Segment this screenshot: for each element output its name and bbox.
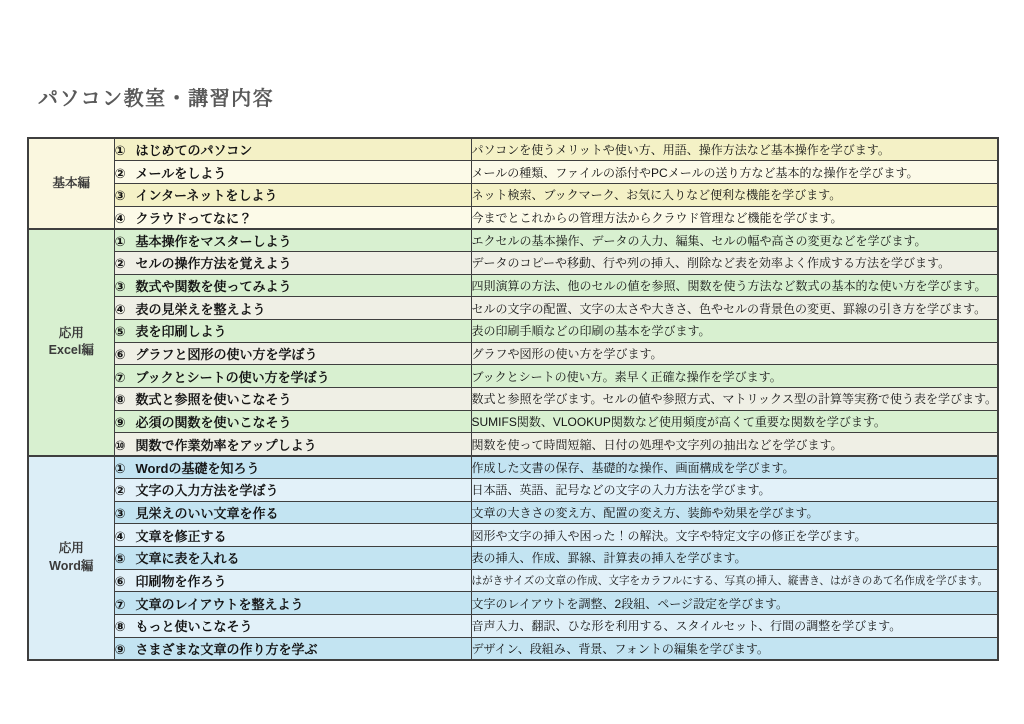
- course-table-body: [28, 138, 998, 660]
- topic-text: 数式と参照を使いこなそう: [135, 392, 292, 408]
- page-title: パソコン教室・講習内容: [38, 88, 275, 110]
- course-row: [28, 433, 998, 456]
- section-label-basic: [28, 138, 114, 229]
- topic-number: ⑤: [114, 324, 126, 340]
- description-cell: メールの種類、ファイルの添付やPCメールの送り方など基本的な操作を学びます。: [471, 161, 998, 184]
- topic-number: ②: [114, 483, 126, 499]
- topic-text: 表の見栄えを整えよう: [135, 301, 266, 317]
- topic-number: ⑨: [114, 641, 126, 657]
- course-row: [28, 410, 998, 433]
- topic-number: ①: [114, 460, 126, 476]
- description-cell: デザイン、段組み、背景、フォントの編集を学びます。: [471, 637, 998, 660]
- topic-number: ⑧: [114, 619, 126, 635]
- course-row: [28, 365, 998, 388]
- course-row: [28, 456, 998, 479]
- description-cell: 今までとこれからの管理方法からクラウド管理など機能を学びます。: [471, 206, 998, 229]
- topic-cell: [114, 297, 471, 320]
- section-label-line: 応用: [58, 541, 84, 556]
- course-row: [28, 478, 998, 501]
- course-row: [28, 320, 998, 343]
- topic-text: クラウドってなに？: [135, 210, 252, 226]
- course-row: [28, 274, 998, 297]
- description-cell: SUMIFS関数、VLOOKUP関数など使用頻度が高くて重要な関数を学びます。: [471, 410, 998, 433]
- section-label-excel: [28, 229, 114, 456]
- topic-number: ①: [114, 233, 126, 249]
- topic-text: インターネットをしよう: [135, 188, 278, 204]
- topic-text: セルの操作方法を覚えよう: [135, 256, 292, 272]
- topic-text: 見栄えのいい文章を作る: [135, 505, 279, 521]
- topic-cell: [114, 546, 471, 569]
- description-cell: 表の挿入、作成、罫線、計算表の挿入を学びます。: [471, 546, 998, 569]
- topic-cell: [114, 410, 471, 433]
- course-row: [28, 637, 998, 660]
- topic-cell: [114, 433, 471, 456]
- description-cell: はがきサイズの文章の作成、文字をカラフルにする、写真の挿入、縦書き、はがきのあて名作成を学びます。: [471, 569, 998, 592]
- topic-cell: [114, 614, 471, 637]
- description-cell: ネット検索、ブックマーク、お気に入りなど便利な機能を学びます。: [471, 183, 998, 206]
- description-cell: 表の印刷手順などの印刷の基本を学びます。: [471, 320, 998, 343]
- description-cell: 音声入力、翻訳、ひな形を利用する、スタイルセット、行間の調整を学びます。: [471, 614, 998, 637]
- topic-number: ③: [114, 505, 126, 521]
- description-cell: 関数を使って時間短縮、日付の処理や文字列の抽出などを学びます。: [471, 433, 998, 456]
- section-label-line: 基本編: [52, 175, 90, 190]
- topic-number: ⑨: [114, 415, 126, 431]
- topic-number: ⑥: [114, 347, 126, 363]
- topic-text: はじめてのパソコン: [135, 143, 253, 159]
- course-row: [28, 614, 998, 637]
- topic-number: ②: [114, 165, 126, 181]
- topic-text: 表を印刷しよう: [135, 324, 227, 340]
- topic-number: ③: [114, 278, 126, 294]
- course-row: [28, 161, 998, 184]
- course-row: [28, 183, 998, 206]
- topic-number: ④: [114, 528, 126, 544]
- topic-text: さまざまな文章の作り方を学ぶ: [135, 641, 318, 657]
- topic-cell: [114, 342, 471, 365]
- course-row: [28, 388, 998, 411]
- course-row: [28, 251, 998, 274]
- topic-text: 文章のレイアウトを整えよう: [135, 596, 304, 612]
- description-cell: グラフや図形の使い方を学びます。: [471, 342, 998, 365]
- description-cell: 日本語、英語、記号などの文字の入力方法を学びます。: [471, 478, 998, 501]
- course-row: [28, 546, 998, 569]
- topic-cell: [114, 183, 471, 206]
- description-cell: ブックとシートの使い方。素早く正確な操作を学びます。: [471, 365, 998, 388]
- topic-cell: [114, 138, 471, 161]
- topic-cell: [114, 251, 471, 274]
- topic-cell: [114, 388, 471, 411]
- topic-number: ④: [114, 301, 126, 317]
- topic-text: Wordの基礎を知ろう: [135, 460, 260, 476]
- description-cell: 数式と参照を学びます。セルの値や参照方式、マトリックス型の計算等実務で使う表を学びます。: [471, 388, 998, 411]
- description-cell: 作成した文書の保存、基礎的な操作、画面構成を学びます。: [471, 456, 998, 479]
- topic-text: 数式や関数を使ってみよう: [135, 278, 292, 294]
- topic-number: ⑦: [114, 596, 126, 612]
- course-row: [28, 524, 998, 547]
- topic-text: 基本操作をマスターしよう: [135, 233, 292, 249]
- topic-cell: [114, 478, 471, 501]
- topic-number: ②: [114, 256, 126, 272]
- topic-cell: [114, 501, 471, 524]
- topic-cell: [114, 161, 471, 184]
- topic-text: 関数で作業効率をアップしよう: [135, 437, 317, 453]
- section-label-line: 応用: [58, 325, 84, 340]
- topic-cell: [114, 592, 471, 615]
- topic-cell: [114, 365, 471, 388]
- topic-number: ④: [114, 210, 126, 226]
- section-label-line: Excel編: [48, 343, 94, 358]
- topic-cell: [114, 637, 471, 660]
- topic-text: 必須の関数を使いこなそう: [135, 415, 292, 431]
- course-row: [28, 206, 998, 229]
- description-cell: 文字のレイアウトを調整、2段組、ページ設定を学びます。: [471, 592, 998, 615]
- topic-cell: [114, 524, 471, 547]
- topic-text: もっと使いこなそう: [135, 619, 253, 635]
- description-cell: エクセルの基本操作、データの入力、編集、セルの幅や高さの変更などを学びます。: [471, 229, 998, 252]
- course-row: [28, 229, 998, 252]
- course-row: [28, 297, 998, 320]
- topic-text: グラフと図形の使い方を学ぼう: [135, 347, 318, 363]
- topic-number: ⑩: [114, 437, 126, 453]
- description-cell: 文章の大きさの変え方、配置の変え方、装飾や効果を学びます。: [471, 501, 998, 524]
- description-cell: パソコンを使うメリットや使い方、用語、操作方法など基本操作を学びます。: [471, 138, 998, 161]
- topic-number: ①: [114, 143, 126, 159]
- topic-cell: [114, 569, 471, 592]
- topic-cell: [114, 206, 471, 229]
- topic-number: ⑤: [114, 551, 126, 567]
- description-cell: 四則演算の方法、他のセルの値を参照、関数を使う方法など数式の基本的な使い方を学びます。: [471, 274, 998, 297]
- topic-text: 文章を修正する: [135, 528, 227, 544]
- topic-text: 印刷物を作ろう: [135, 573, 227, 589]
- section-label-line: Word編: [49, 558, 94, 573]
- topic-cell: [114, 229, 471, 252]
- course-row: [28, 342, 998, 365]
- topic-cell: [114, 274, 471, 297]
- topic-text: ブックとシートの使い方を学ぼう: [135, 369, 330, 385]
- topic-number: ③: [114, 188, 126, 204]
- course-row: [28, 569, 998, 592]
- topic-number: ⑥: [114, 573, 126, 589]
- description-cell: データのコピーや移動、行や列の挿入、削除など表を効率よく作成する方法を学びます。: [471, 251, 998, 274]
- topic-cell: [114, 456, 471, 479]
- description-cell: セルの文字の配置、文字の太さや大きさ、色やセルの背景色の変更、罫線の引き方を学びます。: [471, 297, 998, 320]
- course-row: [28, 592, 998, 615]
- course-row: [28, 138, 998, 161]
- topic-text: 文章に表を入れる: [135, 551, 240, 567]
- section-label-word: [28, 456, 114, 660]
- description-cell: 図形や文字の挿入や困った！の解決。文字や特定文字の修正を学びます。: [471, 524, 998, 547]
- course-table: [27, 137, 999, 661]
- topic-number: ⑧: [114, 392, 126, 408]
- topic-text: 文字の入力方法を学ぼう: [135, 483, 279, 499]
- topic-cell: [114, 320, 471, 343]
- course-row: [28, 501, 998, 524]
- topic-number: ⑦: [114, 369, 126, 385]
- topic-text: メールをしよう: [135, 165, 227, 181]
